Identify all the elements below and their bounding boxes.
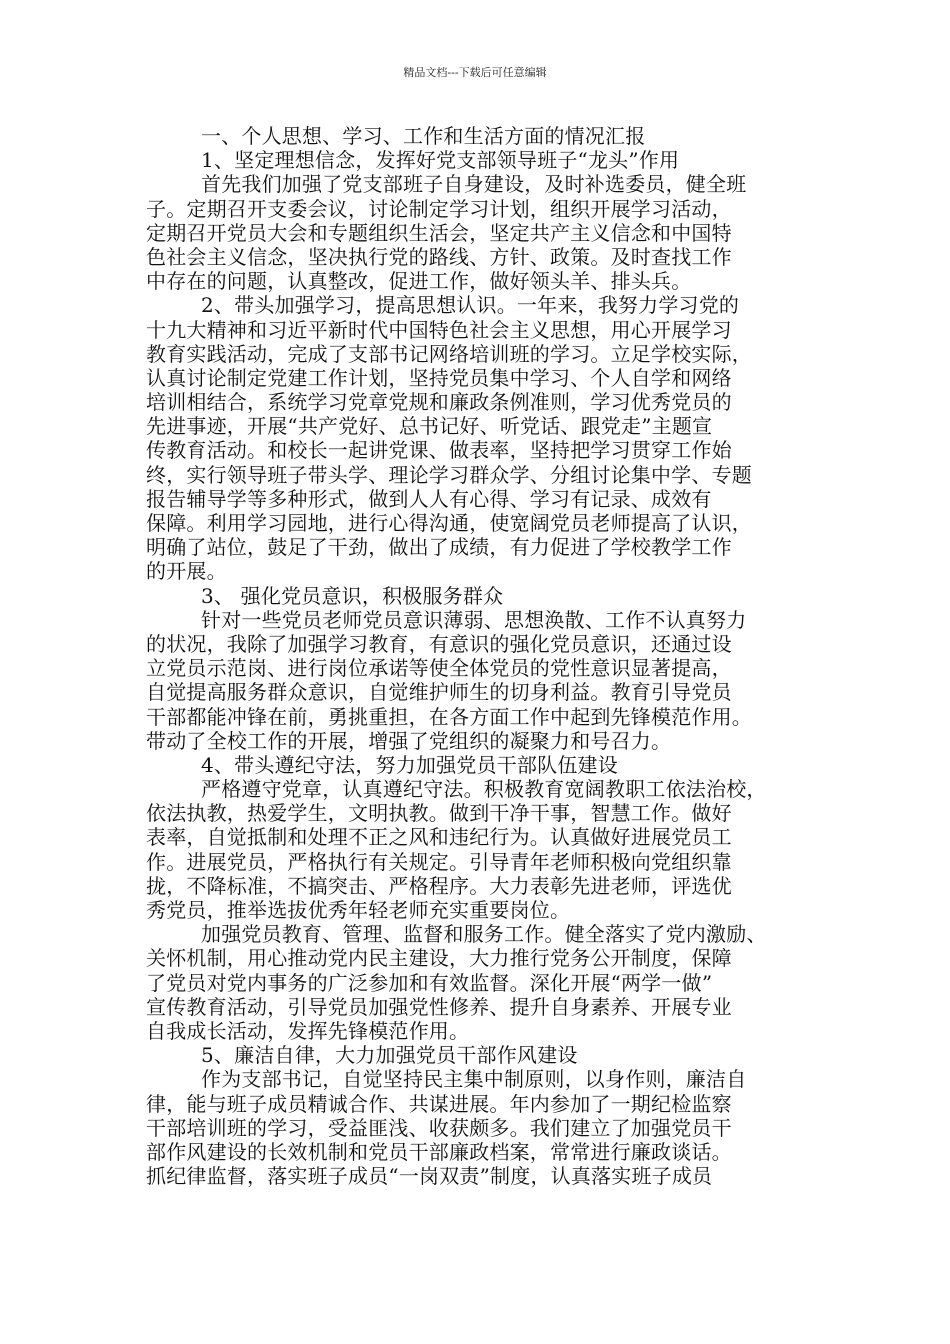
text-line: 终，实行领导班子带头学、理论学习群众学、分组讨论集中学、专题 bbox=[146, 462, 752, 487]
text-line: 作。进展党员，严格执行有关规定。引导青年老师积极向党组织靠 bbox=[146, 849, 732, 874]
text-line: 干部都能冲锋在前，勇挑重担，在各方面工作中起到先锋模范作用。 bbox=[146, 704, 752, 729]
text-line: 一、个人思想、学习、工作和生活方面的情况汇报 bbox=[201, 124, 646, 148]
document-body bbox=[146, 124, 806, 1188]
text-line: 加强党员教育、管理、监督和服务工作。健全落实了党内激励、 bbox=[201, 922, 767, 947]
text-line: 立党员示范岗、进行岗位承诺等使全体党员的党性意识显著提高， bbox=[146, 656, 732, 681]
text-line: 宣传教育活动，引导党员加强党性修养、提升自身素养、开展专业 bbox=[146, 994, 732, 1019]
page-header: 精品文档---下载后可任意编辑 bbox=[403, 66, 547, 79]
text-line: 关怀机制，用心推动党内民主建设，大力推行党务公开制度，保障 bbox=[146, 946, 732, 971]
text-line: 部作风建设的长效机制和党员干部廉政档案，常常进行廉政谈话。 bbox=[146, 1139, 732, 1164]
text-line: 的状况，我除了加强学习教育，有意识的强化党员意识，还通过设 bbox=[146, 631, 732, 656]
text-line: 传教育活动。和校长一起讲党课、做表率，坚持把学习贯穿工作始 bbox=[146, 438, 732, 463]
text-line: 针对一些党员老师党员意识薄弱、思想涣散、工作不认真努力 bbox=[201, 607, 747, 632]
text-line: 1、坚定理想信念，发挥好党支部领导班子“龙头”作用 bbox=[201, 148, 680, 173]
text-line: 2、带头加强学习，提高思想认识。一年来，我努力学习党的 bbox=[201, 293, 740, 318]
text-line: 3、 强化党员意识，积极服务群众 bbox=[201, 583, 504, 608]
text-line: 4、带头遵纪守法，努力加强党员干部队伍建设 bbox=[201, 752, 618, 777]
text-line: 自觉提高服务群众意识，自觉维护师生的切身利益。教育引导党员 bbox=[146, 680, 732, 705]
text-line: 明确了站位，鼓足了干劲，做出了成绩，有力促进了学校教学工作 bbox=[146, 535, 732, 560]
text-line: 色社会主义信念，坚决执行党的路线、方针、政策。及时查找工作 bbox=[146, 244, 732, 269]
text-line: 拢，不降标准，不搞突击、严格程序。大力表彰先进老师，评选优 bbox=[146, 873, 732, 898]
text-line: 作为支部书记，自觉坚持民主集中制原则，以身作则，廉洁自 bbox=[201, 1067, 747, 1092]
text-line: 报告辅导学等多种形式，做到人人有心得、学习有记录、成效有 bbox=[146, 486, 712, 511]
text-line: 律，能与班子成员精诚合作、共谋进展。年内参加了一期纪检监察 bbox=[146, 1091, 732, 1116]
text-line: 秀党员，推举选拔优秀年轻老师充实重要岗位。 bbox=[146, 898, 571, 922]
text-line: 十九大精神和习近平新时代中国特色社会主义思想，用心开展学习 bbox=[146, 317, 732, 342]
text-line: 教育实践活动，完成了支部书记网络培训班的学习。立足学校实际， bbox=[146, 341, 752, 366]
text-line: 带动了全校工作的开展，增强了党组织的凝聚力和号召力。 bbox=[146, 728, 672, 753]
text-line: 先进事迹，开展“共产党好、总书记好、听党话、跟党走”主题宣 bbox=[146, 414, 713, 439]
text-line: 5、廉洁自律，大力加强党员干部作风建设 bbox=[201, 1043, 578, 1068]
text-line: 依法执教，热爱学生，文明执教。做到干净干事，智慧工作。做好 bbox=[146, 801, 732, 826]
text-line: 表率，自觉抵制和处理不正之风和违纪行为。认真做好进展党员工 bbox=[146, 825, 732, 850]
text-line: 中存在的问题，认真整改，促进工作，做好领头羊、排头兵。 bbox=[146, 269, 692, 294]
text-line: 子。定期召开支委会议，讨论制定学习计划，组织开展学习活动， bbox=[146, 196, 732, 221]
text-line: 了党员对党内事务的广泛参加和有效监督。深化开展“两学一做” bbox=[146, 970, 713, 995]
text-line: 抓纪律监督，落实班子成员“一岗双责”制度，认真落实班子成员 bbox=[146, 1164, 713, 1189]
text-line: 严格遵守党章，认真遵纪守法。积极教育宽阔教职工依法治校， bbox=[201, 777, 767, 802]
text-line: 干部培训班的学习，受益匪浅、收获颇多。我们建立了加强党员干 bbox=[146, 1115, 732, 1140]
text-line: 首先我们加强了党支部班子自身建设，及时补选委员，健全班 bbox=[201, 172, 747, 197]
text-line: 培训相结合，系统学习党章党规和廉政条例准则，学习优秀党员的 bbox=[146, 390, 732, 415]
text-line: 自我成长活动，发挥先锋模范作用。 bbox=[146, 1018, 470, 1043]
text-line: 认真讨论制定党建工作计划，坚持党员集中学习、个人自学和网络 bbox=[146, 365, 732, 390]
text-line: 定期召开党员大会和专题组织生活会，坚定共产主义信念和中国特 bbox=[146, 220, 732, 245]
text-line: 保障。利用学习园地，进行心得沟通，使宽阔党员老师提高了认识， bbox=[146, 511, 752, 535]
text-line: 的开展。 bbox=[146, 559, 227, 584]
